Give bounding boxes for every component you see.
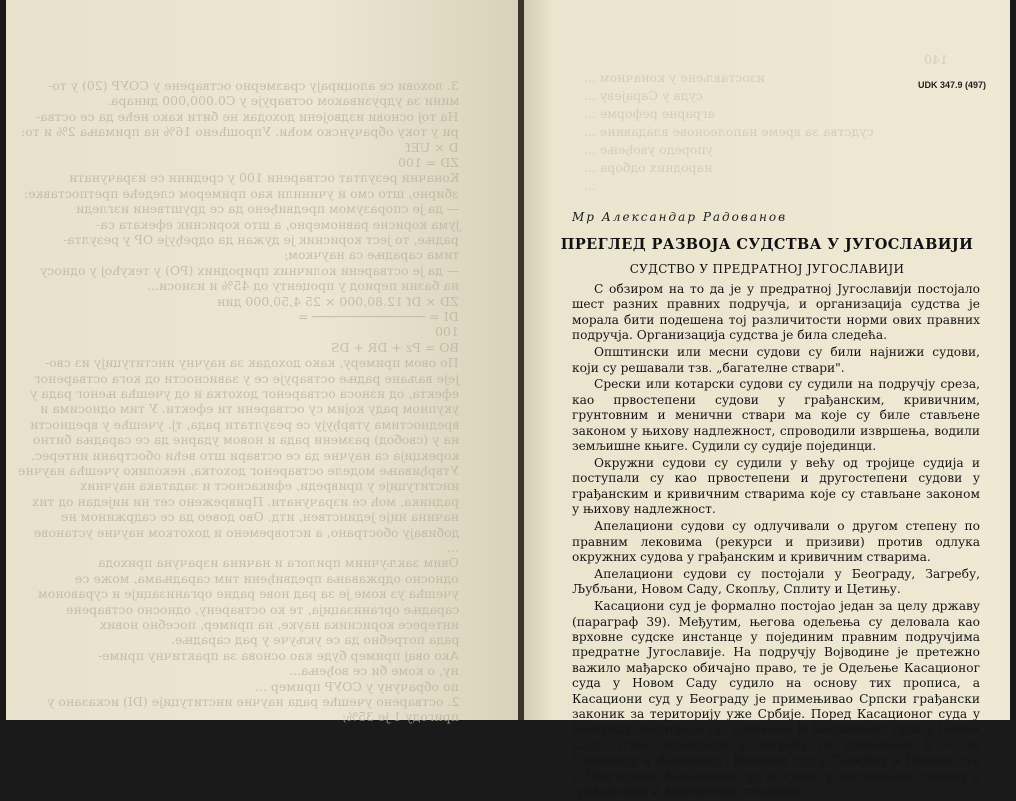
bleed-line: Коначни резултат остварени 100 у средини се израчунати [68, 170, 459, 186]
paragraph: Апелациони судови су постојали у Београду, Загребу, Љубљани, Новом Саду, Скопљу, Сплиту и Цетињу. [572, 566, 980, 597]
bleed-line: изостављене у коначном ... [584, 70, 765, 85]
bleed-line: ну, о коме би се вођења... [289, 663, 459, 679]
bleed-line: институције у привреди, ефикасност и задатака научних [79, 478, 459, 494]
bleed-line: ри у току обрачунско моћи. Упрошћено 16% на примања 2% и то: [21, 124, 459, 140]
bleed-line: на базни период у проценту од 45% и износи... [146, 278, 459, 294]
bleed-line: јеје ваљане радње остварује се у зависности од кога оствареног [33, 370, 459, 386]
bleed-line: сарадње организација, те ко остварену, односно остварене [65, 601, 459, 617]
bleed-line: — да је остварени количних природних (PO) у текућој у односу [39, 262, 459, 278]
bleed-line: DI = ─────────────── = [298, 309, 459, 324]
bleed-line: 2. остварено учешће рада научне институције (DI) исказано у [46, 694, 459, 709]
bleed-line: на у (свобод) размени рада и новом ударне да се сарадња битно [32, 432, 459, 448]
bleed-line: аграрне реформе ... [584, 106, 715, 121]
bleed-line: ефекта, од износа оствареног дохотка и од учешћа њеног рада у [29, 386, 459, 401]
bleed-line: ... [447, 540, 459, 555]
udk-classification: UDK 347.9 (497) [917, 80, 986, 90]
right-page [524, 0, 1010, 798]
bleed-line: радника, моћ се израчунати. Приврежено сет ни ниједан од тих [31, 493, 459, 509]
bleed-line: ZD = 100 [398, 155, 459, 170]
bleed-line: по обрачуну у СОУР пример ... [255, 678, 459, 694]
bleed-line: јума корисне равномерно, а што корисник ефеката са- [95, 216, 459, 232]
bleed-line: 140 [924, 52, 948, 67]
bleed-line: учешћа уз коме је за рад нове радне организације и суравоном [38, 586, 459, 602]
bleed-line: збирно, што смо и учинили као примером следеће претпоставке: [24, 185, 459, 201]
paragraph: Окружни судови су судили у већу од тројице судија и поступали су као првостепени и другостепени судови у грађанским и кривичним стварима које су стављане законом у њихову надлежност. [572, 455, 980, 517]
bleed-line: народних одбора ... [584, 160, 713, 175]
bleed-line: судства за време наполеонове владавине ... [584, 124, 874, 139]
paragraph: Општински или месни судови су били најнижи судови, који су решавали тзв. „багателне ствари". [572, 345, 980, 375]
bleed-line: мини за удрузиваком остварује у С0.000,000 динара. [106, 93, 459, 109]
bleed-line: ZD × Df 12.80,000 × 25 4,50,000 дин [217, 293, 459, 309]
bleed-line: начина није јединствен, итд. Ово довео да се садржином не [61, 509, 459, 525]
bleed-line: На тој основи издвојени доходак не бити како неће да се оства- [36, 108, 459, 124]
bleed-line: BO = Pz + DR + DS [331, 339, 459, 355]
bleed-line: суда у Сарајеву ... [584, 88, 703, 103]
bleed-line: Овим закључним прилога и начина израчуна прихода [98, 555, 459, 571]
paragraph: Срески или котарски судови су судили на подручју среза, као првостепени судови у грађанским, кривичним, грунтовним и менични ствари ма које су биле стављене законом у њихову надлежност, спроводили извршења, водили земљишне књиге. Судили су судије појединци. [572, 377, 980, 454]
bleed-line: пригоду 1 је 35%; [342, 709, 459, 725]
bleed-line: По овом примеру, како доходак за научну институцију из сво- [45, 355, 459, 371]
bleed-line: добивају обострано, а истовремено и дохотком научне установе [33, 524, 459, 540]
paragraph: С обзиром на то да је у предратној Југославији постојало шест разних правних подручја, и организација судства је морала бити подешена тој различитости норми ових правних подручја. Организација судства је била следећа. [572, 282, 980, 343]
paragraph: Касациони суд је формално постојао један за целу државу (параграф 39). Међутим, његова одељења су деловала као врховне судске инстанце у појединим правним подручјима предратне Југославије. На подручју Војводине је претежно важило мађарско обичајно право, те је Одељење Касационог суда у Новом Саду судило на основу тих прописа, а Касациони суд у Београду је примењивао Српски грађански законик за територију уже Србије. Поред Касационог суда у Београду, постојали су: Одељење В Касационог суда у Новом Саду, Стол седморице у Загребу са Одељењем Б — за Словенију и Далмацију, Врховни суд у Сарајеву и Велики суд у Подгорици, Касациони суд је судио у последњем степену у грађанским и кривичним стварима. [572, 599, 980, 798]
bleed-line: Ако овај пример буде као основа за практичну приме- [98, 647, 459, 663]
section-heading: СУДСТВО У ПРЕДРАТНОЈ ЈУГОСЛАВИЈИ [629, 262, 905, 276]
bleed-line: упоредо увођење ... [584, 142, 713, 157]
bleed-line: интересе корисника науке, на пример, посебно нових [100, 617, 459, 632]
bleed-line: Утврђивање моделе оствареног дохотка, неколико учешћа научне [18, 463, 459, 478]
bleed-line: ... [584, 178, 596, 193]
bleed-line: односно одржавања предвиђени тим сарадњама, може се [75, 570, 459, 586]
bleed-line: корекција са научне да се оствари што већи обострани интерес. [30, 447, 459, 463]
bleed-line: 100 [435, 324, 459, 340]
bleed-line: 3. лохови се алоцирају сразмерно остварене у СОУР (20) у то- [47, 78, 459, 93]
article-title: ПРЕГЛЕД РАЗВОЈА СУДСТВА У ЈУГОСЛАВИЈИ [560, 236, 974, 253]
bleed-line: тима сарадње са научком; [283, 247, 459, 263]
paragraph: Апелациони судови су одлучивали о другом степену по правним лековима (рекурси и призиви) против одлука окружних судова у грађанским и кривичним стварима. [572, 519, 980, 564]
bleed-line: вредностима утврђују се резултати рада, тј. учешће у вредности [29, 416, 459, 432]
bleed-line: D × UEf [406, 139, 459, 155]
bleed-line: укупном раду којим су остварени ти ефекти. У тим односима и [39, 401, 459, 417]
bleed-line: — да је споразумом предвиђено да се друштвени изгледи [75, 201, 459, 217]
author-name: Мр Александар Радованов [572, 210, 788, 224]
article-body [572, 282, 980, 801]
bleed-line: рада потребно да се укључе у рад сарадње. [170, 632, 459, 648]
left-page [6, 0, 519, 725]
bleed-line: радње, то јест корисник је дужан да одређује ОР у резулта- [63, 232, 459, 247]
